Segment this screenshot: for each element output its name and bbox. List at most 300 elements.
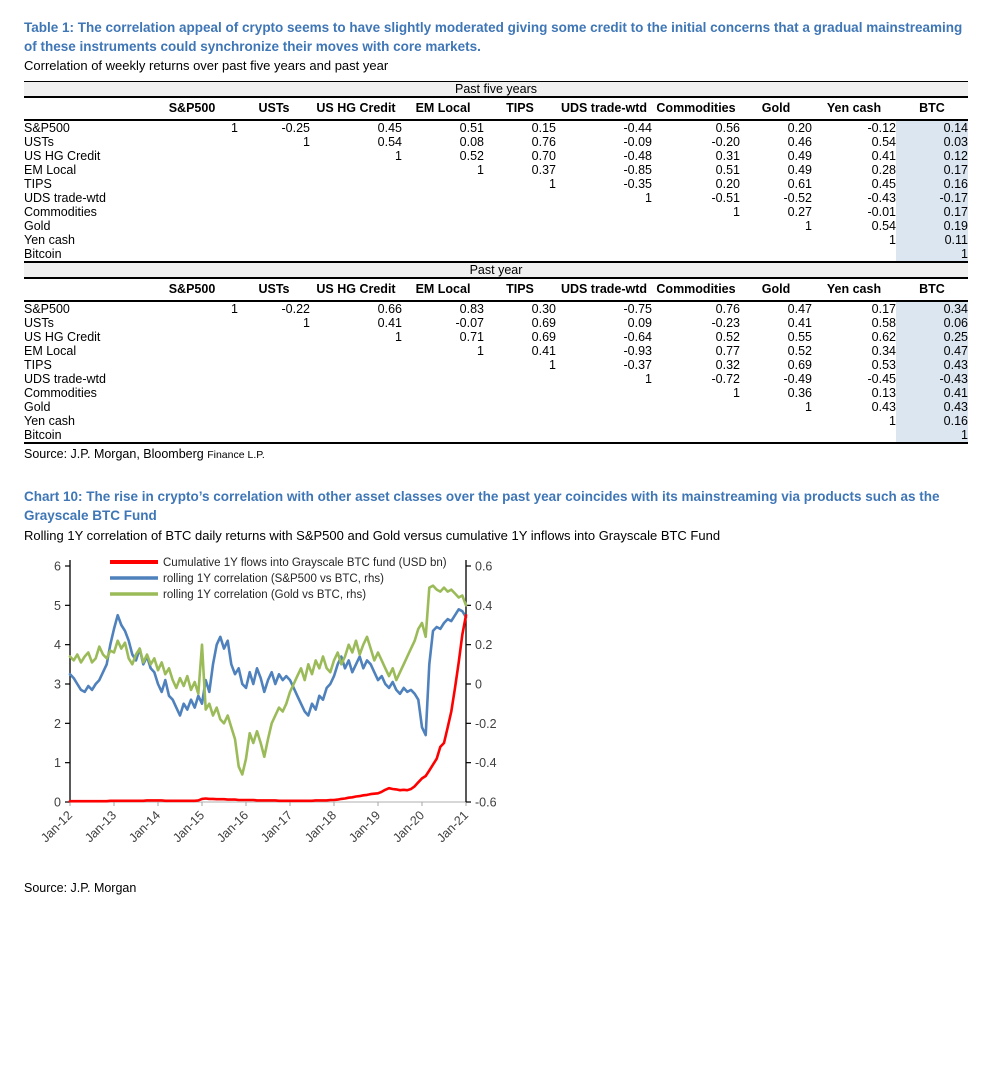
- row-label: EM Local: [24, 163, 77, 178]
- corr-cell: -0.51: [711, 191, 740, 206]
- x-tick-label: Jan-18: [302, 808, 340, 846]
- corr-cell: 0.43: [896, 358, 968, 372]
- corr-cell: [238, 330, 310, 344]
- corr-cell: -0.44: [623, 121, 652, 136]
- corr-cell: [556, 247, 652, 262]
- corr-cell: [238, 372, 310, 386]
- corr-cell: 0.34: [871, 344, 896, 359]
- corr-cell: [146, 400, 238, 414]
- corr-cell: [146, 330, 238, 344]
- corr-cell: [402, 400, 484, 414]
- corr-cell: [556, 400, 652, 414]
- x-tick-label: Jan-19: [346, 808, 384, 846]
- corr-cell: [556, 428, 652, 443]
- left-tick-label: 4: [54, 638, 61, 653]
- left-tick-label: 2: [54, 717, 61, 732]
- table-row: [24, 330, 968, 344]
- corr-cell: 1: [549, 177, 556, 192]
- row-label: Gold: [24, 219, 51, 234]
- corr-cell: [238, 358, 310, 372]
- right-tick-label: 0: [475, 677, 482, 692]
- corr-cell: 0.70: [531, 149, 556, 164]
- table1-source-main: Source: J.P. Morgan, Bloomberg: [24, 447, 204, 462]
- col-header-tips: TIPS: [484, 278, 556, 301]
- col-header-btc: BTC: [896, 278, 968, 301]
- right-tick-label: 0.4: [475, 599, 493, 614]
- corr-cell: [310, 414, 402, 428]
- corr-cell: [484, 247, 556, 262]
- corr-cell: [146, 205, 238, 219]
- corr-cell: -0.75: [623, 302, 652, 317]
- corr-cell: [238, 205, 310, 219]
- corr-cell: [556, 233, 652, 247]
- chart10-subtitle: Rolling 1Y correlation of BTC daily returns with S&P500 and Gold versus cumulative 1Y inflows into Grayscale BTC Fund: [24, 527, 721, 543]
- corr-cell: [402, 428, 484, 443]
- corr-cell: [238, 344, 310, 358]
- corr-cell: -0.64: [623, 330, 652, 345]
- corr-cell: 0.41: [787, 316, 812, 331]
- corr-cell: [402, 191, 484, 205]
- corr-cell: 1: [395, 149, 402, 164]
- corr-cell: [484, 219, 556, 233]
- col-header-yen-cash: Yen cash: [812, 278, 896, 301]
- corr-cell: [146, 219, 238, 233]
- corr-cell: 0.19: [896, 219, 968, 233]
- col-header-us-hg-credit: US HG Credit: [310, 97, 402, 120]
- right-tick-label: -0.2: [475, 717, 497, 732]
- corr-cell: 0.43: [871, 400, 896, 415]
- corr-cell: 1: [303, 316, 310, 331]
- corr-cell: [310, 428, 402, 443]
- corr-cell: 0.15: [531, 121, 556, 136]
- corr-cell: 0.20: [787, 121, 812, 136]
- corr-cell: -0.43: [896, 372, 968, 386]
- table-row: [24, 247, 968, 262]
- corr-cell: [146, 358, 238, 372]
- corr-cell: 0.20: [715, 177, 740, 192]
- corr-cell: [652, 400, 740, 414]
- corr-cell: -0.23: [711, 316, 740, 331]
- corr-cell: 0.06: [896, 316, 968, 330]
- corr-cell: 0.71: [459, 330, 484, 345]
- table-row: [24, 301, 968, 316]
- x-tick-label: Jan-20: [390, 808, 428, 846]
- correlation-table: [24, 81, 968, 444]
- col-header-us-hg-credit: US HG Credit: [310, 278, 402, 301]
- corr-cell: 0.54: [871, 135, 896, 150]
- corr-cell: 1: [645, 191, 652, 206]
- corr-cell: 0.11: [896, 233, 968, 247]
- corr-cell: 1: [477, 163, 484, 178]
- corr-cell: 0.61: [787, 177, 812, 192]
- corr-cell: 0.25: [896, 330, 968, 344]
- corr-cell: [556, 205, 652, 219]
- row-label: EM Local: [24, 344, 77, 359]
- corr-cell: [310, 344, 402, 358]
- table-row: [24, 205, 968, 219]
- corr-cell: 0.45: [871, 177, 896, 192]
- table-row: [24, 191, 968, 205]
- table1-subtitle: Correlation of weekly returns over past five years and past year: [24, 58, 389, 74]
- right-tick-label: -0.6: [475, 795, 497, 810]
- left-tick-label: 1: [54, 756, 61, 771]
- col-header-btc: BTC: [896, 97, 968, 120]
- table-row: [24, 428, 968, 443]
- corr-cell: -0.93: [623, 344, 652, 359]
- corr-cell: [652, 233, 740, 247]
- corr-cell: -0.09: [623, 135, 652, 150]
- corr-cell: 0.66: [377, 302, 402, 317]
- corr-cell: [146, 428, 238, 443]
- legend-label-2: rolling 1Y correlation (Gold vs BTC, rhs): [163, 589, 367, 602]
- corr-cell: [556, 219, 652, 233]
- corr-cell: [238, 149, 310, 163]
- table-row: [24, 386, 968, 400]
- corr-cell: 0.43: [896, 400, 968, 414]
- corr-cell: 0.36: [787, 386, 812, 401]
- corr-cell: -0.25: [281, 121, 310, 136]
- row-label: Gold: [24, 400, 51, 415]
- corr-cell: [556, 414, 652, 428]
- row-label: Bitcoin: [24, 428, 146, 443]
- corr-cell: [146, 344, 238, 358]
- corr-cell: [484, 372, 556, 386]
- table-row: [24, 344, 968, 358]
- corr-cell: 0.62: [871, 330, 896, 345]
- col-header-uds-trade-wtd: UDS trade-wtd: [556, 278, 652, 301]
- row-label: Commodities: [24, 205, 97, 220]
- corr-cell: 0.69: [787, 358, 812, 373]
- corr-cell: [812, 247, 896, 262]
- left-tick-label: 6: [54, 559, 61, 574]
- corr-cell: [310, 400, 402, 414]
- corner-cell: [24, 278, 146, 301]
- x-tick-label: Jan-12: [38, 808, 76, 846]
- x-tick-label: Jan-16: [214, 808, 252, 846]
- corr-cell: [146, 233, 238, 247]
- corr-cell: [310, 233, 402, 247]
- table-row: [24, 219, 968, 233]
- corr-cell: -0.35: [623, 177, 652, 192]
- corr-cell: 0.54: [377, 135, 402, 150]
- col-header-usts: USTs: [238, 97, 310, 120]
- table-row: [24, 400, 968, 414]
- chart10-source: Source: J.P. Morgan: [24, 881, 137, 896]
- corr-cell: 0.17: [896, 205, 968, 219]
- corr-cell: [402, 177, 484, 191]
- corr-cell: [652, 414, 740, 428]
- right-tick-label: -0.4: [475, 756, 497, 771]
- x-tick-label: Jan-17: [258, 808, 296, 846]
- x-tick-label: Jan-21: [434, 808, 472, 846]
- corr-cell: -0.48: [623, 149, 652, 164]
- corr-cell: 0.83: [459, 302, 484, 317]
- corr-cell: 0.52: [459, 149, 484, 164]
- col-header-s&p500: S&P500: [146, 278, 238, 301]
- corr-cell: [310, 358, 402, 372]
- corr-cell: 1: [896, 428, 968, 443]
- legend-label-0: Cumulative 1Y flows into Grayscale BTC fund (USD bn): [163, 557, 447, 570]
- corr-cell: 0.03: [896, 135, 968, 149]
- corr-cell: 0.51: [715, 163, 740, 178]
- corr-cell: 0.76: [531, 135, 556, 150]
- left-tick-label: 3: [54, 677, 61, 692]
- col-header-em-local: EM Local: [402, 97, 484, 120]
- corr-cell: -0.45: [867, 372, 896, 387]
- corr-cell: 1: [733, 205, 740, 220]
- corr-cell: [146, 247, 238, 262]
- corr-cell: [484, 205, 556, 219]
- corr-cell: [740, 428, 812, 443]
- corr-cell: 0.16: [896, 414, 968, 428]
- corr-cell: 1: [395, 330, 402, 345]
- corr-cell: 0.31: [715, 149, 740, 164]
- corr-cell: [812, 428, 896, 443]
- corr-cell: 0.69: [531, 330, 556, 345]
- corr-cell: 0.16: [896, 177, 968, 191]
- row-label: Commodities: [24, 386, 97, 401]
- corr-cell: -0.52: [783, 191, 812, 206]
- corr-cell: 1: [733, 386, 740, 401]
- corr-cell: [238, 386, 310, 400]
- corr-cell: 0.49: [787, 163, 812, 178]
- corr-cell: 0.17: [896, 163, 968, 177]
- corr-cell: -0.22: [281, 302, 310, 317]
- chart10-block: [24, 487, 968, 895]
- col-header-s&p500: S&P500: [146, 97, 238, 120]
- corr-cell: 1: [889, 233, 896, 248]
- corr-cell: [740, 247, 812, 262]
- left-tick-label: 5: [54, 599, 61, 614]
- corr-cell: -0.07: [455, 316, 484, 331]
- corr-cell: [238, 163, 310, 177]
- corr-cell: [402, 247, 484, 262]
- corr-cell: [402, 219, 484, 233]
- col-header-tips: TIPS: [484, 97, 556, 120]
- corr-cell: [402, 233, 484, 247]
- corr-cell: [238, 191, 310, 205]
- corr-cell: 1: [805, 219, 812, 234]
- corr-cell: [238, 177, 310, 191]
- row-label: TIPS: [24, 177, 52, 192]
- corr-cell: [310, 372, 402, 386]
- corr-cell: [146, 177, 238, 191]
- corr-cell: [484, 386, 556, 400]
- corr-cell: [484, 414, 556, 428]
- table-row: [24, 316, 968, 330]
- corr-cell: 0.41: [871, 149, 896, 164]
- corr-cell: [146, 372, 238, 386]
- corr-cell: [146, 386, 238, 400]
- col-header-commodities: Commodities: [652, 278, 740, 301]
- corr-cell: [146, 149, 238, 163]
- table-row: [24, 358, 968, 372]
- corr-cell: [238, 219, 310, 233]
- corr-cell: 0.77: [715, 344, 740, 359]
- row-label: Yen cash: [24, 233, 75, 248]
- corr-cell: 0.41: [896, 386, 968, 400]
- corner-cell: [24, 97, 146, 120]
- corr-cell: 0.53: [871, 358, 896, 373]
- row-label: S&P500: [24, 121, 70, 136]
- corr-cell: [652, 428, 740, 443]
- table-row: [24, 163, 968, 177]
- corr-cell: [740, 414, 812, 428]
- corr-cell: [484, 233, 556, 247]
- table-row: [24, 372, 968, 386]
- corr-cell: [402, 205, 484, 219]
- corr-cell: 0.13: [871, 386, 896, 401]
- section-band-past-five-years: Past five years: [24, 82, 968, 98]
- corr-cell: 1: [231, 302, 238, 317]
- corr-cell: 1: [896, 247, 968, 262]
- corr-cell: [238, 247, 310, 262]
- x-tick-label: Jan-15: [170, 808, 208, 846]
- corr-cell: -0.49: [783, 372, 812, 387]
- corr-cell: [484, 400, 556, 414]
- corr-cell: [310, 386, 402, 400]
- corr-cell: 0.41: [531, 344, 556, 359]
- corr-cell: 1: [889, 414, 896, 429]
- corr-cell: 0.56: [715, 121, 740, 136]
- corr-cell: [146, 316, 238, 330]
- corr-cell: 0.08: [459, 135, 484, 150]
- table-row: [24, 414, 968, 428]
- col-header-uds-trade-wtd: UDS trade-wtd: [556, 97, 652, 120]
- row-label: UDS trade-wtd: [24, 191, 106, 206]
- corr-cell: 0.47: [787, 302, 812, 317]
- right-tick-label: 0.6: [475, 559, 493, 574]
- row-label: US HG Credit: [24, 149, 101, 164]
- corr-cell: [238, 428, 310, 443]
- row-label: S&P500: [24, 302, 70, 317]
- corr-cell: [484, 428, 556, 443]
- corr-cell: -0.43: [867, 191, 896, 206]
- corr-cell: -0.85: [623, 163, 652, 178]
- row-label: Bitcoin: [24, 247, 146, 262]
- corr-cell: 0.32: [715, 358, 740, 373]
- corr-cell: 0.14: [896, 120, 968, 135]
- corr-cell: -0.17: [896, 191, 968, 205]
- col-header-usts: USTs: [238, 278, 310, 301]
- corr-cell: 0.52: [787, 344, 812, 359]
- corr-cell: [402, 386, 484, 400]
- corr-cell: 0.17: [871, 302, 896, 317]
- corr-cell: [146, 135, 238, 149]
- corr-cell: [310, 219, 402, 233]
- table-row: [24, 149, 968, 163]
- corr-cell: [740, 233, 812, 247]
- corr-cell: 0.55: [787, 330, 812, 345]
- chart10-title: Chart 10: The rise in crypto’s correlation with other asset classes over the past year coincides with its mainstreaming via products such as the Grayscale BTC Fund: [24, 489, 940, 524]
- corr-cell: [484, 191, 556, 205]
- corr-cell: 1: [303, 135, 310, 150]
- corr-cell: 0.69: [531, 316, 556, 331]
- table-row: [24, 135, 968, 149]
- table1-source-small: Finance L.P.: [207, 449, 265, 462]
- col-header-yen-cash: Yen cash: [812, 97, 896, 120]
- x-tick-label: Jan-14: [126, 808, 164, 846]
- corr-cell: 1: [805, 400, 812, 415]
- corr-cell: [146, 414, 238, 428]
- corr-cell: [310, 177, 402, 191]
- corr-cell: 1: [477, 344, 484, 359]
- corr-cell: -0.20: [711, 135, 740, 150]
- corr-cell: [310, 191, 402, 205]
- corr-cell: 0.28: [871, 163, 896, 178]
- corr-cell: [652, 219, 740, 233]
- corr-cell: 0.30: [531, 302, 556, 317]
- row-label: TIPS: [24, 358, 52, 373]
- corr-cell: 0.76: [715, 302, 740, 317]
- corr-cell: 0.51: [459, 121, 484, 136]
- corr-cell: 1: [231, 121, 238, 136]
- corr-cell: 0.52: [715, 330, 740, 345]
- right-tick-label: 0.2: [475, 638, 493, 653]
- corr-cell: 0.12: [896, 149, 968, 163]
- table-row: [24, 120, 968, 135]
- corr-cell: [652, 247, 740, 262]
- row-label: UDS trade-wtd: [24, 372, 106, 387]
- corr-cell: 0.54: [871, 219, 896, 234]
- corr-cell: [146, 163, 238, 177]
- corr-cell: 0.58: [871, 316, 896, 331]
- corr-cell: [556, 386, 652, 400]
- corr-cell: 0.49: [787, 149, 812, 164]
- corr-cell: [238, 233, 310, 247]
- corr-cell: 0.34: [896, 301, 968, 316]
- corr-cell: [310, 247, 402, 262]
- corr-cell: [310, 163, 402, 177]
- left-tick-label: 0: [54, 795, 61, 810]
- row-label: USTs: [24, 316, 54, 331]
- corr-cell: 0.27: [787, 205, 812, 220]
- corr-cell: 1: [549, 358, 556, 373]
- corr-cell: 0.47: [896, 344, 968, 358]
- corr-cell: [310, 205, 402, 219]
- corr-cell: [238, 414, 310, 428]
- corr-cell: -0.37: [623, 358, 652, 373]
- corr-cell: 0.45: [377, 121, 402, 136]
- x-tick-label: Jan-13: [82, 808, 120, 846]
- corr-cell: 0.09: [627, 316, 652, 331]
- corr-cell: 0.41: [377, 316, 402, 331]
- col-header-gold: Gold: [740, 97, 812, 120]
- corr-cell: [402, 358, 484, 372]
- row-label: USTs: [24, 135, 54, 150]
- corr-cell: 0.37: [531, 163, 556, 178]
- table1-source: [24, 447, 968, 461]
- col-header-gold: Gold: [740, 278, 812, 301]
- corr-cell: [146, 191, 238, 205]
- col-header-em-local: EM Local: [402, 278, 484, 301]
- corr-cell: -0.72: [711, 372, 740, 387]
- corr-cell: 0.46: [787, 135, 812, 150]
- section-band-past-year: Past year: [24, 262, 968, 278]
- table1-title: Table 1: The correlation appeal of crypto seems to have slightly moderated giving some credit to the initial concerns that a gradual mainstreaming of these instruments could synchronize their moves with core markets.: [24, 20, 963, 55]
- corr-cell: -0.12: [867, 121, 896, 136]
- corr-cell: [238, 400, 310, 414]
- corr-cell: 1: [645, 372, 652, 387]
- legend-label-1: rolling 1Y correlation (S&P500 vs BTC, rhs): [163, 573, 384, 586]
- chart10-plot: [24, 550, 564, 855]
- row-label: Yen cash: [24, 414, 75, 429]
- table-row: [24, 233, 968, 247]
- col-header-commodities: Commodities: [652, 97, 740, 120]
- corr-cell: -0.01: [867, 205, 896, 220]
- corr-cell: [402, 372, 484, 386]
- corr-cell: [402, 414, 484, 428]
